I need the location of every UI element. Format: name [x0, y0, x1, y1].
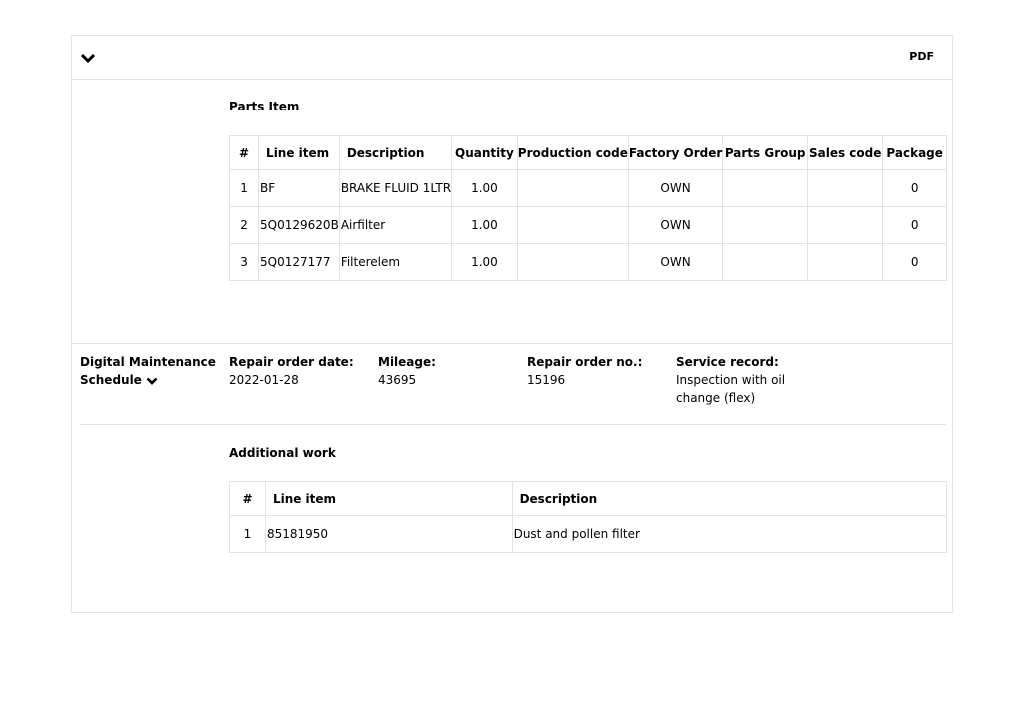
factory-order-cell: OWN	[628, 207, 722, 244]
description-cell: Dust and pollen filter	[512, 516, 946, 553]
service-record-field	[676, 353, 785, 407]
sales-code-cell	[808, 244, 883, 281]
line-item-cell: 5Q0127177	[259, 244, 340, 281]
parts-group-cell	[723, 244, 808, 281]
table-row	[230, 207, 947, 244]
service-record-value-line1: Inspection with oil	[676, 373, 786, 387]
production-code-cell	[517, 244, 628, 281]
package-cell: 0	[883, 170, 947, 207]
column-header: #	[230, 482, 266, 516]
table-row	[230, 244, 947, 281]
line-item-cell: 85181950	[265, 516, 512, 553]
description-cell: Filterelem	[339, 244, 451, 281]
repair-order-no-field	[527, 353, 642, 389]
chevron-down-icon[interactable]	[80, 50, 96, 66]
repair-order-no-value: 15196	[527, 373, 566, 387]
quantity-cell: 1.00	[452, 207, 518, 244]
column-header: Package	[883, 136, 947, 170]
sales-code-cell	[808, 170, 883, 207]
mileage-field	[378, 353, 436, 389]
production-code-cell	[517, 170, 628, 207]
repair-order-date-value: 2022-01-28	[229, 373, 299, 387]
card-header	[72, 36, 952, 80]
row-number: 3	[230, 244, 259, 281]
maintenance-title-line2: Schedule	[80, 373, 142, 387]
section-divider	[72, 343, 952, 344]
description-cell: Airfilter	[339, 207, 451, 244]
table-header-row	[230, 136, 947, 170]
pdf-button[interactable]: PDF	[909, 50, 934, 63]
row-number: 2	[230, 207, 259, 244]
mileage-label: Mileage:	[378, 355, 436, 369]
table-row	[230, 170, 947, 207]
quantity-cell: 1.00	[452, 170, 518, 207]
factory-order-cell: OWN	[628, 170, 722, 207]
service-record-label: Service record:	[676, 355, 779, 369]
line-item-cell: 5Q0129620B	[259, 207, 340, 244]
description-cell: BRAKE FLUID 1LTR	[339, 170, 451, 207]
service-record-card	[71, 35, 953, 613]
row-number: 1	[230, 516, 266, 553]
table-row	[230, 516, 947, 553]
column-header: Sales code	[808, 136, 883, 170]
column-header: Parts Group	[723, 136, 808, 170]
additional-work-title: Additional work	[229, 446, 336, 460]
column-header: Production code	[517, 136, 628, 170]
repair-order-date-field	[229, 353, 354, 389]
row-number: 1	[230, 170, 259, 207]
table-header-row	[230, 482, 947, 516]
factory-order-cell: OWN	[628, 244, 722, 281]
additional-work-table	[229, 481, 947, 553]
section-divider	[80, 424, 946, 425]
parts-item-title: Parts Item	[229, 100, 300, 110]
repair-order-no-label: Repair order no.:	[527, 355, 643, 369]
mileage-value: 43695	[378, 373, 417, 387]
column-header: Line item	[259, 136, 340, 170]
package-cell: 0	[883, 207, 947, 244]
sales-code-cell	[808, 207, 883, 244]
column-header: Factory Order	[628, 136, 722, 170]
parts-group-cell	[723, 207, 808, 244]
service-record-value-line2: change (flex)	[676, 391, 756, 405]
quantity-cell: 1.00	[452, 244, 518, 281]
parts-table	[229, 135, 947, 281]
maintenance-schedule-toggle[interactable]	[80, 353, 216, 389]
column-header: Description	[339, 136, 451, 170]
repair-order-date-label: Repair order date:	[229, 355, 354, 369]
line-item-cell: BF	[259, 170, 340, 207]
maintenance-title-line1: Digital Maintenance	[80, 355, 216, 369]
column-header: Description	[512, 482, 946, 516]
column-header: Line item	[265, 482, 512, 516]
chevron-down-icon[interactable]	[146, 376, 158, 386]
package-cell: 0	[883, 244, 947, 281]
parts-group-cell	[723, 170, 808, 207]
production-code-cell	[517, 207, 628, 244]
column-header: Quantity	[452, 136, 518, 170]
column-header: #	[230, 136, 259, 170]
